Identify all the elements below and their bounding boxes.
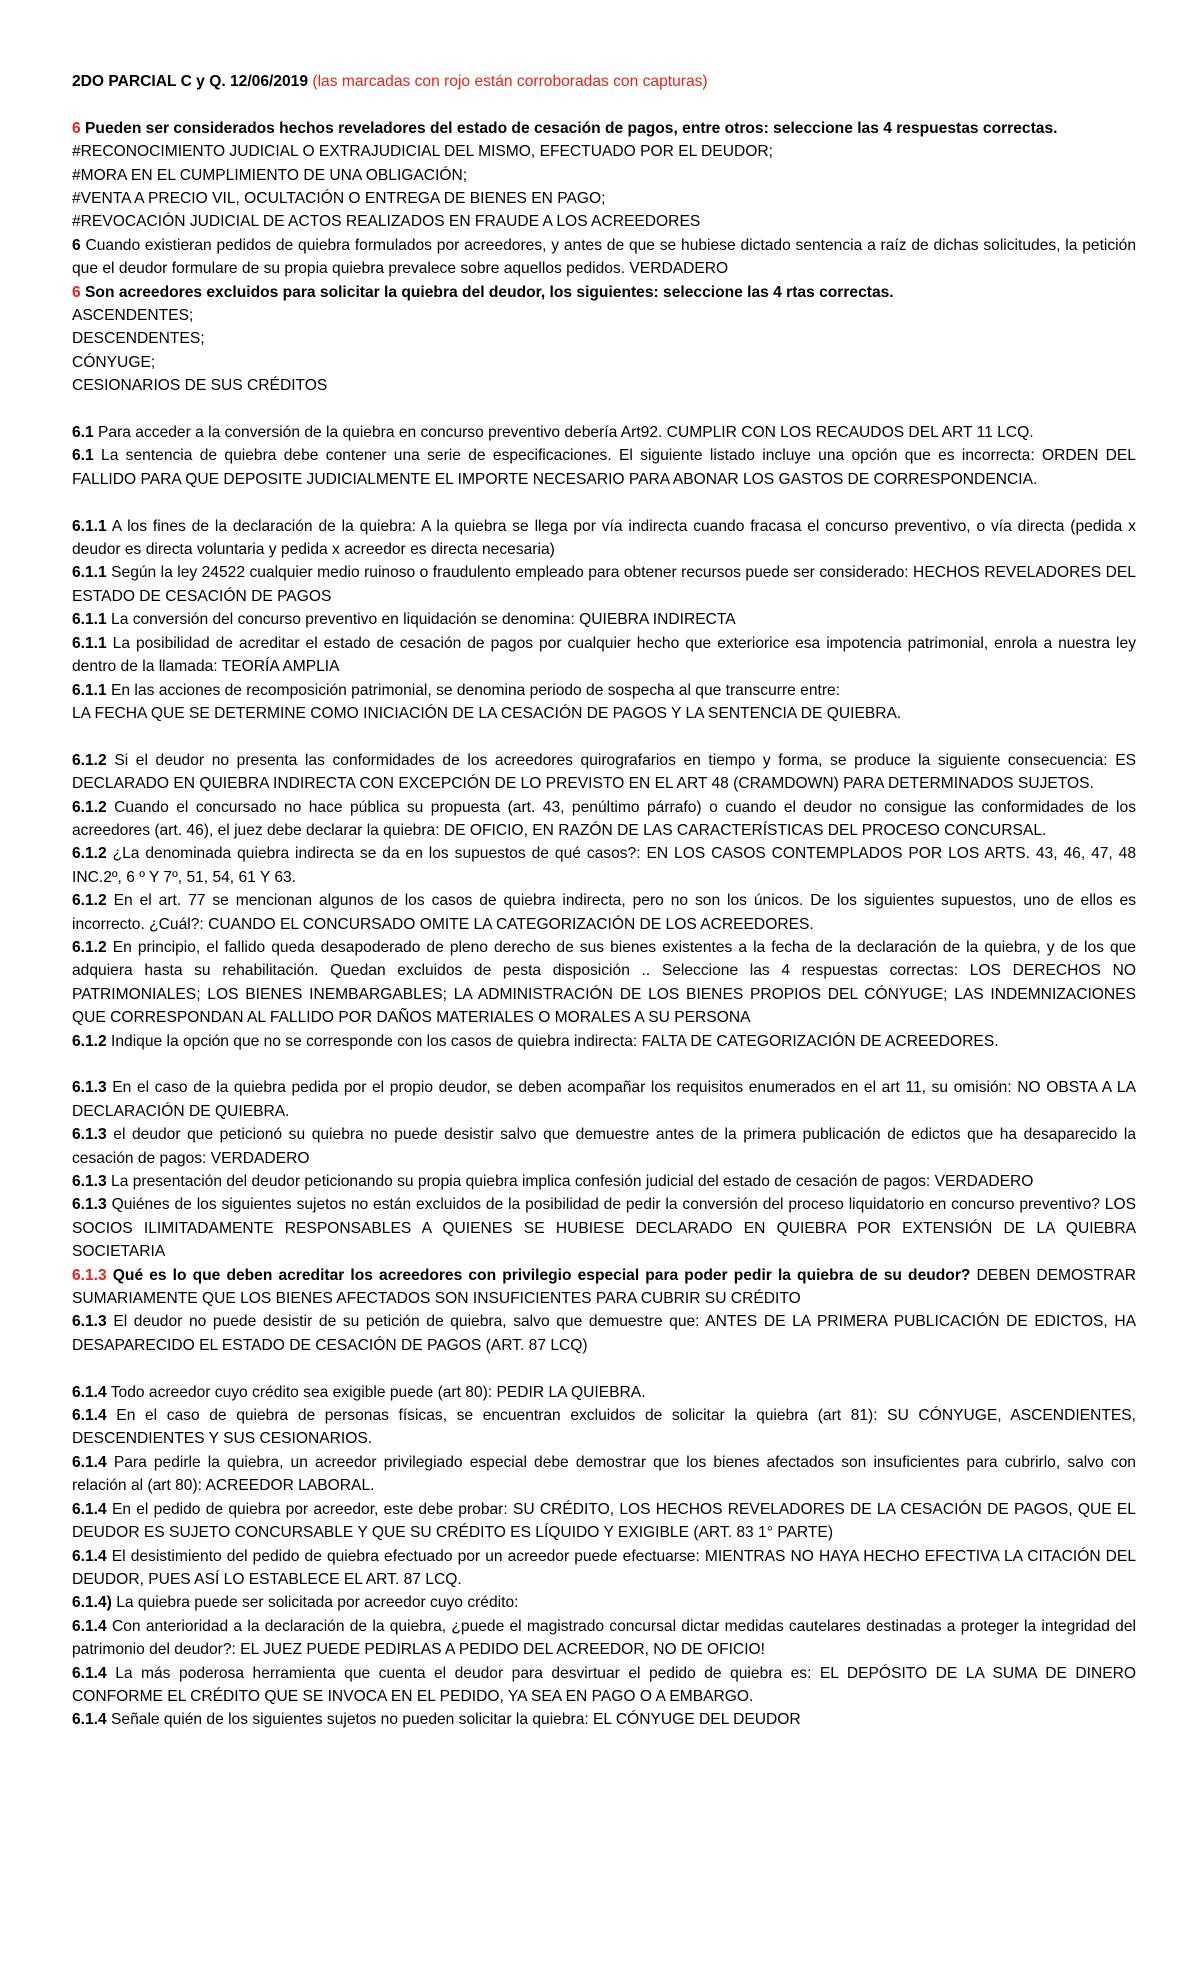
question-block [72,1708,1136,1731]
question-text: Señale quién de los siguientes sujetos no pueden solicitar la quiebra: EL CÓNYUGE DEL DEUDOR [111,1711,801,1729]
question-number: 6.1.4 [72,1407,107,1425]
question-text: Cuando el concursado no hace pública su propuesta (art. 43, penúltimo párrafo) o cuando el deudor no consigue las conformidades de los acreedores (art. 46), el juez debe declarar la quiebra: DE OFICIO, EN RAZÓN DE LAS CARACTERÍSTICAS DEL PROCESO CONCURSAL. [72,798,1136,839]
answer-line: DESCENDENTES; [72,330,205,348]
question-text: Para pedirle la quiebra, un acreedor privilegiado especial debe demostrar que los bienes afectados son insuficientes para cubrirlo, salvo con relación al (art 80): ACREEDOR LABORAL. [72,1453,1136,1495]
question-block [72,561,1136,608]
question-text: En principio, el fallido queda desapoderado de pleno derecho de sus bienes existentes a la fecha de la declaración de la quiebra, y de los que adquiera hasta su rehabilitación. Quedan excluidos de pesta disposición .. Seleccione las 4 respuestas correctas: LOS DERECHOS NO PATRIMONIALES; LOS BIENES INEMBARGABLES; LA ADMINISTRACIÓN DE LOS BIENES PROPIOS DEL CÓNYUGE; LAS INDEMNIZACIONES QUE CORRESPONDAN AL FALLIDO POR DAÑOS MATERIALES O MORALES A SU PERSONA [72,938,1136,1027]
question-text: En el caso de quiebra de personas físicas, se encuentran excluidos de solicitar la quiebra (art 81): SU CÓNYUGE, ASCENDIENTES, DESCENDIENTES Y SUS CESIONARIOS. [72,1407,1136,1448]
question-block [72,1310,1136,1357]
question-number: 6.1.1 [72,517,107,535]
question-number: 6.1.3 [72,1313,107,1331]
question-text: Para acceder a la conversión de la quiebra en concurso preventivo debería Art92. CUMPLIR CON LOS RECAUDOS DEL ART 11 LCQ. [98,424,1034,442]
question-block [72,608,1136,631]
answer-line: CÓNYUGE; [72,353,156,371]
answer-text: DEBEN DEMOSTRAR SUMARIAMENTE QUE LOS BIENES AFECTADOS SON INSUFICIENTES PARA CUBRIR SU CRÉDITO [72,1266,1136,1308]
question-block [72,1381,1136,1404]
question-text: La conversión del concurso preventivo en liquidación se denomina: QUIEBRA INDIRECTA [111,611,736,629]
question-text: el deudor que peticionó su quiebra no puede desistir salvo que demuestre antes de la primera publicación de edictos que ha desaparecido la cesación de pagos: VERDADERO [72,1126,1136,1167]
question-number: 6.1.1 [72,634,107,652]
question-text: Con anterioridad a la declaración de la quiebra, ¿puede el magistrado concursal dictar medidas cautelares destinadas a proteger la integridad del patrimonio del deudor?: EL JUEZ PUEDE PEDIRLAS A PEDIDO DEL ACREEDOR, NO DE OFICIO! [72,1617,1136,1659]
question-number: 6.1.4 [72,1617,107,1635]
answer-line: #MORA EN EL CUMPLIMIENTO DE UNA OBLIGACIÓN; [72,166,468,184]
question-block [72,1615,1136,1662]
question-text: El desistimiento del pedido de quiebra efectuado por un acreedor puede efectuarse: MIENTRAS NO HAYA HECHO EFECTIVA LA CITACIÓN DEL DEUDOR, PUES ASÍ LO ESTABLECE EL ART. 87 LCQ. [72,1547,1136,1588]
question-text: La más poderosa herramienta que cuenta el deudor para desvirtuar el pedido de quiebra es: EL DEPÓSITO DE LA SUMA DE DINERO CONFORME EL CRÉDITO QUE SE INVOCA EN EL PEDIDO, YA SEA EN PAGO O A EMBARGO. [72,1664,1136,1705]
question-number: 6 [72,236,81,254]
question-number: 6.1.4 [72,1547,107,1565]
answer-line: LA FECHA QUE SE DETERMINE COMO INICIACIÓN DE LA CESACIÓN DE PAGOS Y LA SENTENCIA DE QUIEBRA. [72,704,902,722]
question-number: 6.1.4 [72,1500,107,1518]
question-number: 6.1.4 [72,1453,107,1471]
question-number: 6.1.3 [72,1196,107,1214]
question-number: 6.1.2 [72,892,107,910]
question-text: La posibilidad de acreditar el estado de cesación de pagos por cualquier hecho que exteriorice esa impotencia patrimonial, enrola a nuestra ley dentro de la llamada: TEORÍA AMPLIA [72,634,1136,676]
question-block [72,1451,1136,1498]
question-block [72,281,1136,304]
question-number: 6.1.4 [72,1711,107,1729]
question-text: Según la ley 24522 cualquier medio ruinoso o fraudulento empleado para obtener recursos puede ser considerado: HECHOS REVELADORES DEL ESTADO DE CESACIÓN DE PAGOS [72,564,1136,605]
question-number: 6.1.1 [72,564,107,582]
document-header [72,70,1136,93]
question-text: El deudor no puede desistir de su petición de quiebra, salvo que demuestre que: ANTES DE LA PRIMERA PUBLICACIÓN DE EDICTOS, HA DESAPARECIDO EL ESTADO DE CESACIÓN DE PAGOS (ART. 87 LCQ) [72,1313,1136,1354]
answer-line: ASCENDENTES; [72,307,194,325]
question-block [72,936,1136,1030]
question-block [72,1404,1136,1451]
question-block [72,796,1136,843]
question-text: Qué es lo que deben acreditar los acreedores con privilegio especial para poder pedir la quiebra de su deudor? [112,1266,971,1284]
question-block [72,421,1136,444]
question-text: Indique la opción que no se corresponde con los casos de quiebra indirecta: FALTA DE CATEGORIZACIÓN DE ACREEDORES. [111,1032,999,1050]
question-block [72,1591,1136,1614]
question-block [72,1170,1136,1193]
question-number: 6.1 [72,447,94,465]
question-number: 6.1.2 [72,845,107,863]
question-block [72,515,1136,562]
question-number: 6.1.2 [72,1032,107,1050]
question-text: Pueden ser considerados hechos reveladores del estado de cesación de pagos, entre otros: seleccione las 4 respuestas correctas. [85,119,1058,137]
document-title: 2DO PARCIAL C y Q. 12/06/2019 [72,73,309,90]
question-block [72,842,1136,889]
question-text: En las acciones de recomposición patrimonial, se denomina periodo de sospecha al que transcurre entre: [111,681,841,699]
question-block [72,1662,1136,1709]
question-number: 6.1 [72,424,94,442]
question-number: 6.1.4 [72,1664,107,1682]
question-number: 6.1.4 [72,1383,107,1401]
question-text: Si el deudor no presenta las conformidades de los acreedores quirografarios en tiempo y forma, se produce la siguiente consecuencia: ES DECLARADO EN QUIEBRA INDIRECTA CON EXCEPCIÓN DE LO PREVISTO EN EL ART 48 (CRAMDOWN) PARA DETERMINADOS SUJETOS. [72,751,1136,793]
question-block [72,1545,1136,1592]
question-number: 6 [72,283,81,301]
question-text: Todo acreedor cuyo crédito sea exigible puede (art 80): PEDIR LA QUIEBRA. [110,1383,646,1401]
question-block [72,117,1136,140]
question-number: 6.1.4) [72,1594,112,1612]
question-number: 6.1.3 [72,1126,107,1144]
question-text: En el pedido de quiebra por acreedor, este debe probar: SU CRÉDITO, LOS HECHOS REVELADORES DE LA CESACIÓN DE PAGOS, QUE EL DEUDOR ES SUJETO CONCURSABLE Y QUE SU CRÉDITO ES LÍQUIDO Y EXIGIBLE (ART. 83 1° PARTE) [72,1500,1136,1542]
question-number: 6 [72,119,81,137]
question-block [72,749,1136,796]
question-number: 6.1.3 [72,1079,107,1097]
question-number: 6.1.1 [72,611,107,629]
question-block [72,1498,1136,1545]
question-block [72,1123,1136,1170]
question-text: A los fines de la declaración de la quiebra: A la quiebra se llega por vía indirecta cuando fracasa el concurso preventivo, o vía directa (pedida x deudor es directa voluntaria y pedida x acreedor es directa necesaria) [72,517,1136,559]
question-block [72,1030,1136,1053]
question-text: La sentencia de quiebra debe contener una serie de especificaciones. El siguiente listado incluye una opción que es incorrecta: ORDEN DEL FALLIDO PARA QUE DEPOSITE JUDICIALMENTE EL IMPORTE NECESARIO PARA ABONAR LOS GASTOS DE CORRESPONDENCIA. [72,447,1136,488]
question-number: 6.1.2 [72,798,107,816]
document-note: (las marcadas con rojo están corroboradas con capturas) [312,73,708,90]
question-number: 6.1.2 [72,938,107,956]
question-text: Cuando existieran pedidos de quiebra formulados por acreedores, y antes de que se hubiese dictado sentencia a raíz de dichas solicitudes, la petición que el deudor formulare de su propia quiebra prevalece sobre aquellos pedidos. VERDADERO [72,236,1136,278]
question-block [72,1264,1136,1311]
question-number: 6.1.1 [72,681,107,699]
question-block [72,679,1136,702]
question-text: La quiebra puede ser solicitada por acreedor cuyo crédito: [116,1594,519,1612]
question-text: En el art. 77 se mencionan algunos de los casos de quiebra indirecta, pero no son los únicos. De los siguientes supuestos, uno de ellos es incorrecto. ¿Cuál?: CUANDO EL CONCURSADO OMITE LA CATEGORIZACIÓN DE LOS ACREEDORES. [72,892,1136,933]
question-number: 6.1.2 [72,751,107,769]
answer-line: #RECONOCIMIENTO JUDICIAL O EXTRAJUDICIAL DEL MISMO, EFECTUADO POR EL DEUDOR; [72,143,773,161]
question-text: Son acreedores excluidos para solicitar la quiebra del deudor, los siguientes: seleccione las 4 rtas correctas. [85,283,894,301]
question-block [72,444,1136,491]
question-block [72,889,1136,936]
answer-line: CESIONARIOS DE SUS CRÉDITOS [72,377,328,395]
question-text: En el caso de la quiebra pedida por el propio deudor, se deben acompañar los requisitos enumerados en el art 11, su omisión: NO OBSTA A LA DECLARACIÓN DE QUIEBRA. [72,1079,1136,1120]
question-number: 6.1.3 [72,1173,107,1191]
question-block [72,1193,1136,1263]
question-block [72,234,1136,281]
question-text: ¿La denominada quiebra indirecta se da en los supuestos de qué casos?: EN LOS CASOS CONTEMPLADOS POR LOS ARTS. 43, 46, 47, 48 INC.2º, 6 º Y 7º, 51, 54, 61 Y 63. [72,845,1137,886]
question-text: La presentación del deudor peticionando su propia quiebra implica confesión judicial del estado de cesación de pagos: VERDADERO [111,1173,1034,1191]
question-number: 6.1.3 [72,1266,107,1284]
document-page [72,70,1136,1732]
answer-line: #VENTA A PRECIO VIL, OCULTACIÓN O ENTREGA DE BIENES EN PAGO; [72,190,606,208]
question-block [72,632,1136,679]
question-text: Quiénes de los siguientes sujetos no están excluidos de la posibilidad de pedir la conversión del proceso liquidatorio en concurso preventivo? LOS SOCIOS ILIMITADAMENTE RESPONSABLES A QUIENES SE HUBIESE DECLARADO EN QUIEBRA POR EXTENSIÓN DE LA QUIEBRA SOCIETARIA [72,1196,1136,1261]
answer-line: #REVOCACIÓN JUDICIAL DE ACTOS REALIZADOS EN FRAUDE A LOS ACREEDORES [72,213,701,231]
question-block [72,1076,1136,1123]
